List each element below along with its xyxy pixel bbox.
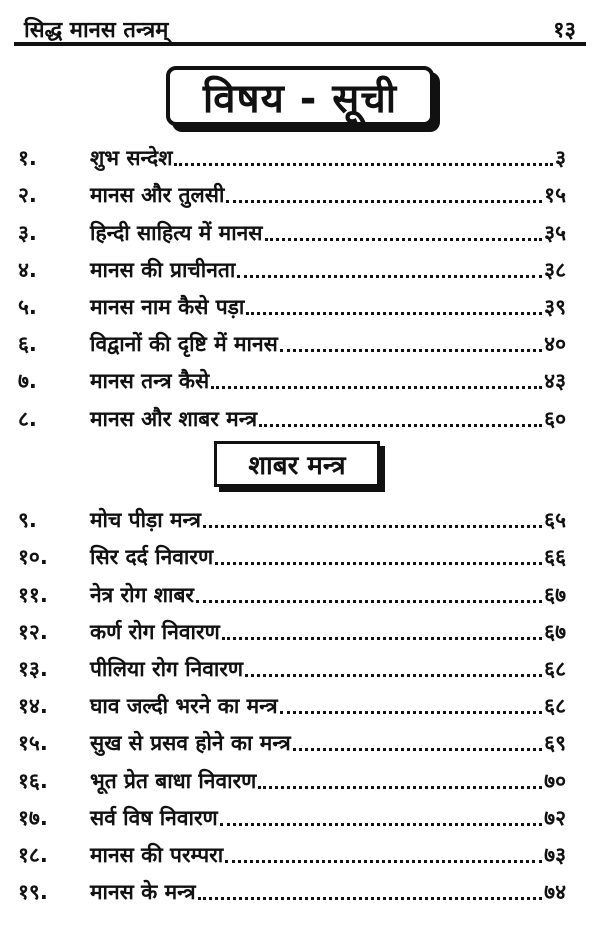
entry-title: कर्ण रोग निवारण — [90, 619, 220, 644]
entry-number: ९. — [18, 508, 37, 533]
entry-number: १६. — [18, 768, 48, 793]
entry-number: १५. — [18, 731, 48, 756]
dot-leader — [265, 238, 543, 241]
toc-entry — [0, 574, 600, 611]
dot-leader — [196, 600, 542, 603]
entry-page-number: ३ — [555, 146, 566, 171]
toc-entry — [0, 872, 600, 909]
entry-number: १०. — [18, 545, 48, 570]
toc-entry — [0, 138, 600, 175]
toc-entry — [0, 686, 600, 723]
toc-entry — [0, 398, 600, 435]
toc-entry — [0, 250, 600, 287]
entry-page-number: ३८ — [544, 257, 566, 282]
entry-number: १४. — [18, 694, 48, 719]
entry-page-number: १५ — [544, 183, 566, 208]
toc-entry — [0, 324, 600, 361]
entry-title: हिन्दी साहित्य में मानस — [90, 220, 263, 245]
contents-list-shabar-mantra — [0, 500, 600, 909]
entry-page-number: ७३ — [544, 842, 566, 867]
entry-title: मोच पीड़ा मन्त्र — [90, 508, 201, 533]
dot-leader — [226, 200, 542, 203]
entry-number: १८. — [18, 842, 48, 867]
entry-page-number: ७४ — [544, 880, 566, 905]
entry-title: शुभ सन्देश — [90, 146, 173, 171]
entry-page-number: ७० — [544, 768, 566, 793]
toc-entry — [0, 760, 600, 797]
entry-title: मानस तन्त्र कैसे — [90, 369, 210, 394]
toc-entry — [0, 361, 600, 398]
entry-number: १२. — [18, 619, 48, 644]
section-heading-shabar-mantra: शाबर मन्त्र — [214, 441, 380, 487]
entry-title: मानस की प्राचीनता — [90, 257, 236, 282]
entry-number: ५. — [18, 294, 37, 319]
entry-title: पीलिया रोग निवारण — [90, 656, 244, 681]
entry-page-number: ४३ — [544, 369, 566, 394]
dot-leader — [198, 897, 543, 900]
dot-leader — [259, 424, 542, 427]
toc-entry — [0, 500, 600, 537]
dot-leader — [237, 275, 542, 278]
entry-page-number: ६५ — [544, 508, 566, 533]
dot-leader — [174, 163, 553, 166]
dot-leader — [215, 562, 542, 565]
entry-page-number: ६७ — [544, 582, 566, 607]
dot-leader — [280, 711, 543, 714]
entry-page-number: ६६ — [544, 545, 566, 570]
entry-title: मानस की परम्परा — [90, 842, 224, 867]
entry-title: सुख से प्रसव होने का मन्त्र — [90, 731, 291, 756]
entry-page-number: ६८ — [544, 694, 566, 719]
entry-title: सर्व विष निवारण — [90, 805, 218, 830]
entry-number: २. — [18, 183, 37, 208]
entry-number: ६. — [18, 332, 37, 357]
entry-number: ११. — [18, 582, 48, 607]
entry-page-number: ६० — [544, 406, 566, 431]
dot-leader — [245, 674, 542, 677]
entry-number: १३. — [18, 656, 48, 681]
entry-page-number: ६८ — [544, 656, 566, 681]
dot-leader — [220, 823, 542, 826]
entry-title: घाव जल्दी भरने का मन्त्र — [90, 694, 278, 719]
page-header — [14, 12, 586, 46]
toc-entry — [0, 723, 600, 760]
dot-leader — [203, 525, 542, 528]
entry-page-number: ७२ — [544, 805, 566, 830]
dot-leader — [225, 860, 542, 863]
dot-leader — [293, 748, 542, 751]
toc-entry — [0, 835, 600, 872]
entry-number: १९. — [18, 880, 48, 905]
dot-leader — [280, 349, 542, 352]
dot-leader — [258, 786, 542, 789]
dot-leader — [222, 637, 542, 640]
entry-title: मानस के मन्त्र — [90, 880, 196, 905]
entry-number: १. — [18, 146, 37, 171]
dot-leader — [246, 312, 542, 315]
toc-entry — [0, 798, 600, 835]
entry-number: १७. — [18, 805, 48, 830]
entry-page-number: ४० — [544, 332, 566, 357]
contents-list-general — [0, 138, 600, 436]
entry-title: मानस नाम कैसे पड़ा — [90, 294, 245, 319]
entry-page-number: ३९ — [544, 294, 566, 319]
entry-number: ७. — [18, 369, 37, 394]
toc-entry — [0, 649, 600, 686]
entry-title: विद्वानों की दृष्टि में मानस — [90, 332, 278, 357]
dot-leader — [211, 386, 542, 389]
contents-title: विषय - सूची — [166, 66, 434, 126]
toc-entry — [0, 175, 600, 212]
page-number: १३ — [553, 18, 576, 43]
entry-title: नेत्र रोग शाबर — [90, 582, 195, 607]
entry-page-number: ६७ — [544, 619, 566, 644]
running-title: सिद्ध मानस तन्त्रम् — [24, 18, 169, 43]
entry-title: भूत प्रेत बाधा निवारण — [90, 768, 257, 793]
entry-number: ८. — [18, 406, 37, 431]
entry-number: ४. — [18, 257, 37, 282]
toc-entry — [0, 212, 600, 249]
toc-entry — [0, 537, 600, 574]
entry-number: ३. — [18, 220, 37, 245]
entry-title: सिर दर्द निवारण — [90, 545, 214, 570]
entry-title: मानस और शाबर मन्त्र — [90, 406, 258, 431]
entry-page-number: ६९ — [544, 731, 566, 756]
toc-entry — [0, 612, 600, 649]
entry-title: मानस और तुलसी — [90, 183, 225, 208]
entry-page-number: ३५ — [544, 220, 566, 245]
toc-entry — [0, 287, 600, 324]
